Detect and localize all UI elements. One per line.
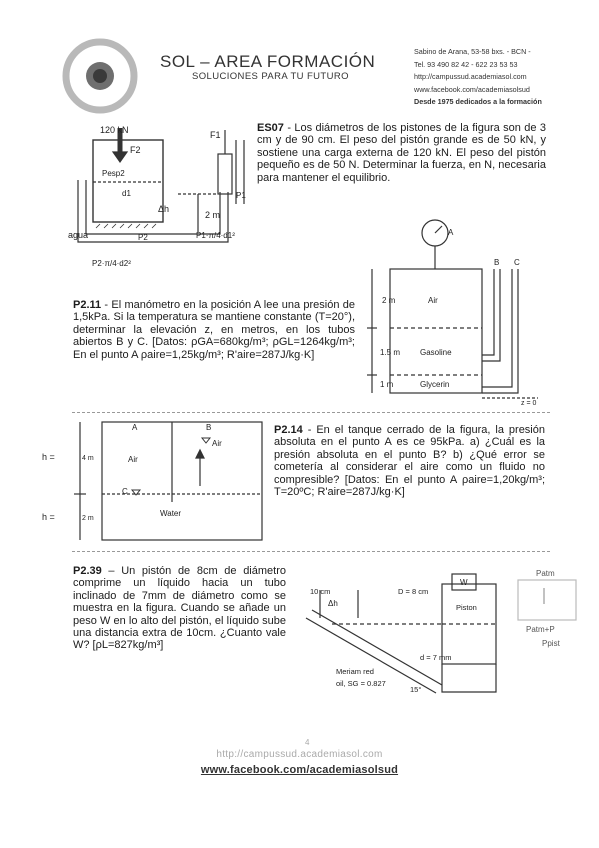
problem-text: - Los diámetros de los pistones de la figura son de 3 cm y de 90 cm. El peso del pistón grande es de 50 kN, y sostiene una carga externa de 120 kN. El peso del pistón pequeño es de 50 N. Determinar la fuerza, en N, necesaria para mantener el equilibrio. (257, 122, 546, 184)
p239-label-d: d = 7 mm (420, 653, 452, 662)
es07-note-p1-area: P1·π/4·d1² (196, 231, 235, 240)
problem-p211 (73, 299, 355, 361)
p239-note-ppist: Ppist (542, 639, 560, 648)
es07-note-f1: F1 (210, 130, 221, 140)
p211-point-a: A (448, 228, 454, 237)
p214-label-h2: h = (42, 512, 55, 522)
p211-fluid-glycerin: Glycerin (420, 380, 450, 389)
contact-since: Desde 1975 dedicados a la formación (414, 97, 542, 107)
p239-note-patm-p: Patm+P (526, 625, 555, 634)
es07-note-d1: d1 (122, 189, 131, 198)
figure-p214 (40, 416, 272, 546)
p239-label-meriam: Meriam red (336, 667, 374, 676)
footer-facebook-link[interactable]: www.facebook.com/academiasolsud (200, 764, 399, 776)
p211-fluid-gasoline: Gasoline (420, 348, 452, 357)
problem-es07 (257, 122, 546, 184)
p214-label-air1: Air (128, 455, 138, 464)
p211-fluid-air: Air (428, 296, 438, 305)
p211-z0: z = 0 (521, 400, 537, 405)
p214-label-h1: h = (42, 452, 55, 462)
footer-campus-link[interactable]: http://campussud.academiasol.com (216, 749, 383, 760)
p211-dim-15m: 1.5 m (380, 348, 401, 357)
es07-note-pesp2: Pesp2 (102, 169, 125, 178)
section-divider (72, 551, 550, 552)
logo (62, 38, 138, 114)
problem-p214 (274, 424, 545, 498)
p214-label-air2: Air (212, 439, 222, 448)
problem-id: P2.14 (274, 424, 303, 436)
es07-note-f2: F2 (130, 145, 141, 155)
problem-id: P2.39 (73, 565, 102, 577)
problem-p239 (73, 565, 286, 652)
section-divider (72, 412, 550, 413)
es07-note-p2-area: P2·π/4·d2² (92, 259, 131, 268)
page-number: 4 (305, 738, 310, 747)
problem-text: – Un pistón de 8cm de diámetro comprime un líquido hacia un tubo inclinado de 7mm de diámetro como se muestra en la figura. Cuando se añade un peso W en lo alto del pistón, el líquido sube una distancia extra de 10cm. ¿Cuanto vale W? [ρL=827kg/m³] (73, 565, 286, 652)
p211-dim-2m: 2 m (382, 296, 396, 305)
problem-text: - En el tanque cerrado de la figura, la presión absoluta en el punto A es ce 95kPa. a) ¿Cuál es la presión absoluta en el punto B? b) ¿Qué error se cometería al considerar el aire como un fluido no compresible? [Datos: En el punto A ρaire=1,20kg/m³; T=20ºC; R'aire=287J/kg·K] (274, 424, 545, 499)
es07-water-label: agua (68, 230, 89, 240)
p214-label-water: Water (160, 509, 182, 518)
es07-note-p1: P1 (236, 191, 246, 200)
problem-id: P2.11 (73, 299, 102, 311)
p211-point-c: C (514, 258, 520, 267)
contact-phone: Tel. 93 490 82 42 - 622 23 53 53 (414, 59, 518, 69)
p239-label-W: W (460, 578, 468, 587)
p214-label-a: A (132, 423, 138, 432)
es07-height-label: 2 m (205, 210, 221, 220)
contact-address: Sabino de Arana, 53-58 bxs. - BCN - (414, 47, 531, 56)
figure-p239 (292, 560, 592, 700)
contact-website: http://campussud.academiasol.com (414, 72, 527, 82)
figure-es07 (58, 120, 258, 278)
p214-dim-4m: 4 m (82, 455, 94, 462)
brand-subtitle: SOLUCIONES PARA TU FUTURO (192, 71, 349, 82)
contact-block (414, 46, 542, 109)
p239-label-D: D = 8 cm (398, 587, 429, 596)
p214-label-b: B (206, 423, 212, 432)
p239-label-piston: Piston (456, 603, 477, 612)
es07-load-label: 120 kN (100, 125, 129, 135)
p214-label-c: C (122, 487, 128, 496)
p239-label-10cm: 10 cm (310, 587, 331, 596)
p239-note-patm: Patm (536, 569, 555, 578)
figure-p211 (362, 215, 552, 405)
es07-dh-label: Δh (158, 204, 170, 214)
contact-facebook: www.facebook.com/academiasolsud (414, 84, 530, 94)
problem-id: ES07 (257, 122, 284, 134)
problem-text: - El manómetro en la posición A lee una presión de 1,5kPa. Si la temperatura se mantiene constante (T=20°), determinar la elevación z, en metros, en los tubos abiertos B y C. [Datos: ρGA=680kg/m³; ρGL=1264kg/m³; En el punto A ρaire=1,25kg/m³; R'aire=287J/kg·K] (73, 299, 355, 361)
p214-dim-2m: 2 m (82, 515, 94, 522)
p239-label-oil: oil, SG = 0.827 (336, 679, 386, 688)
p211-point-b: B (494, 258, 500, 267)
p239-label-dh: Δh (328, 599, 338, 608)
p211-dim-1m: 1 m (380, 380, 394, 389)
es07-note-p2: P2 (138, 233, 148, 242)
brand-title: SOL – AREA FORMACIÓN (160, 52, 376, 71)
p239-label-angle: 15° (410, 685, 422, 694)
